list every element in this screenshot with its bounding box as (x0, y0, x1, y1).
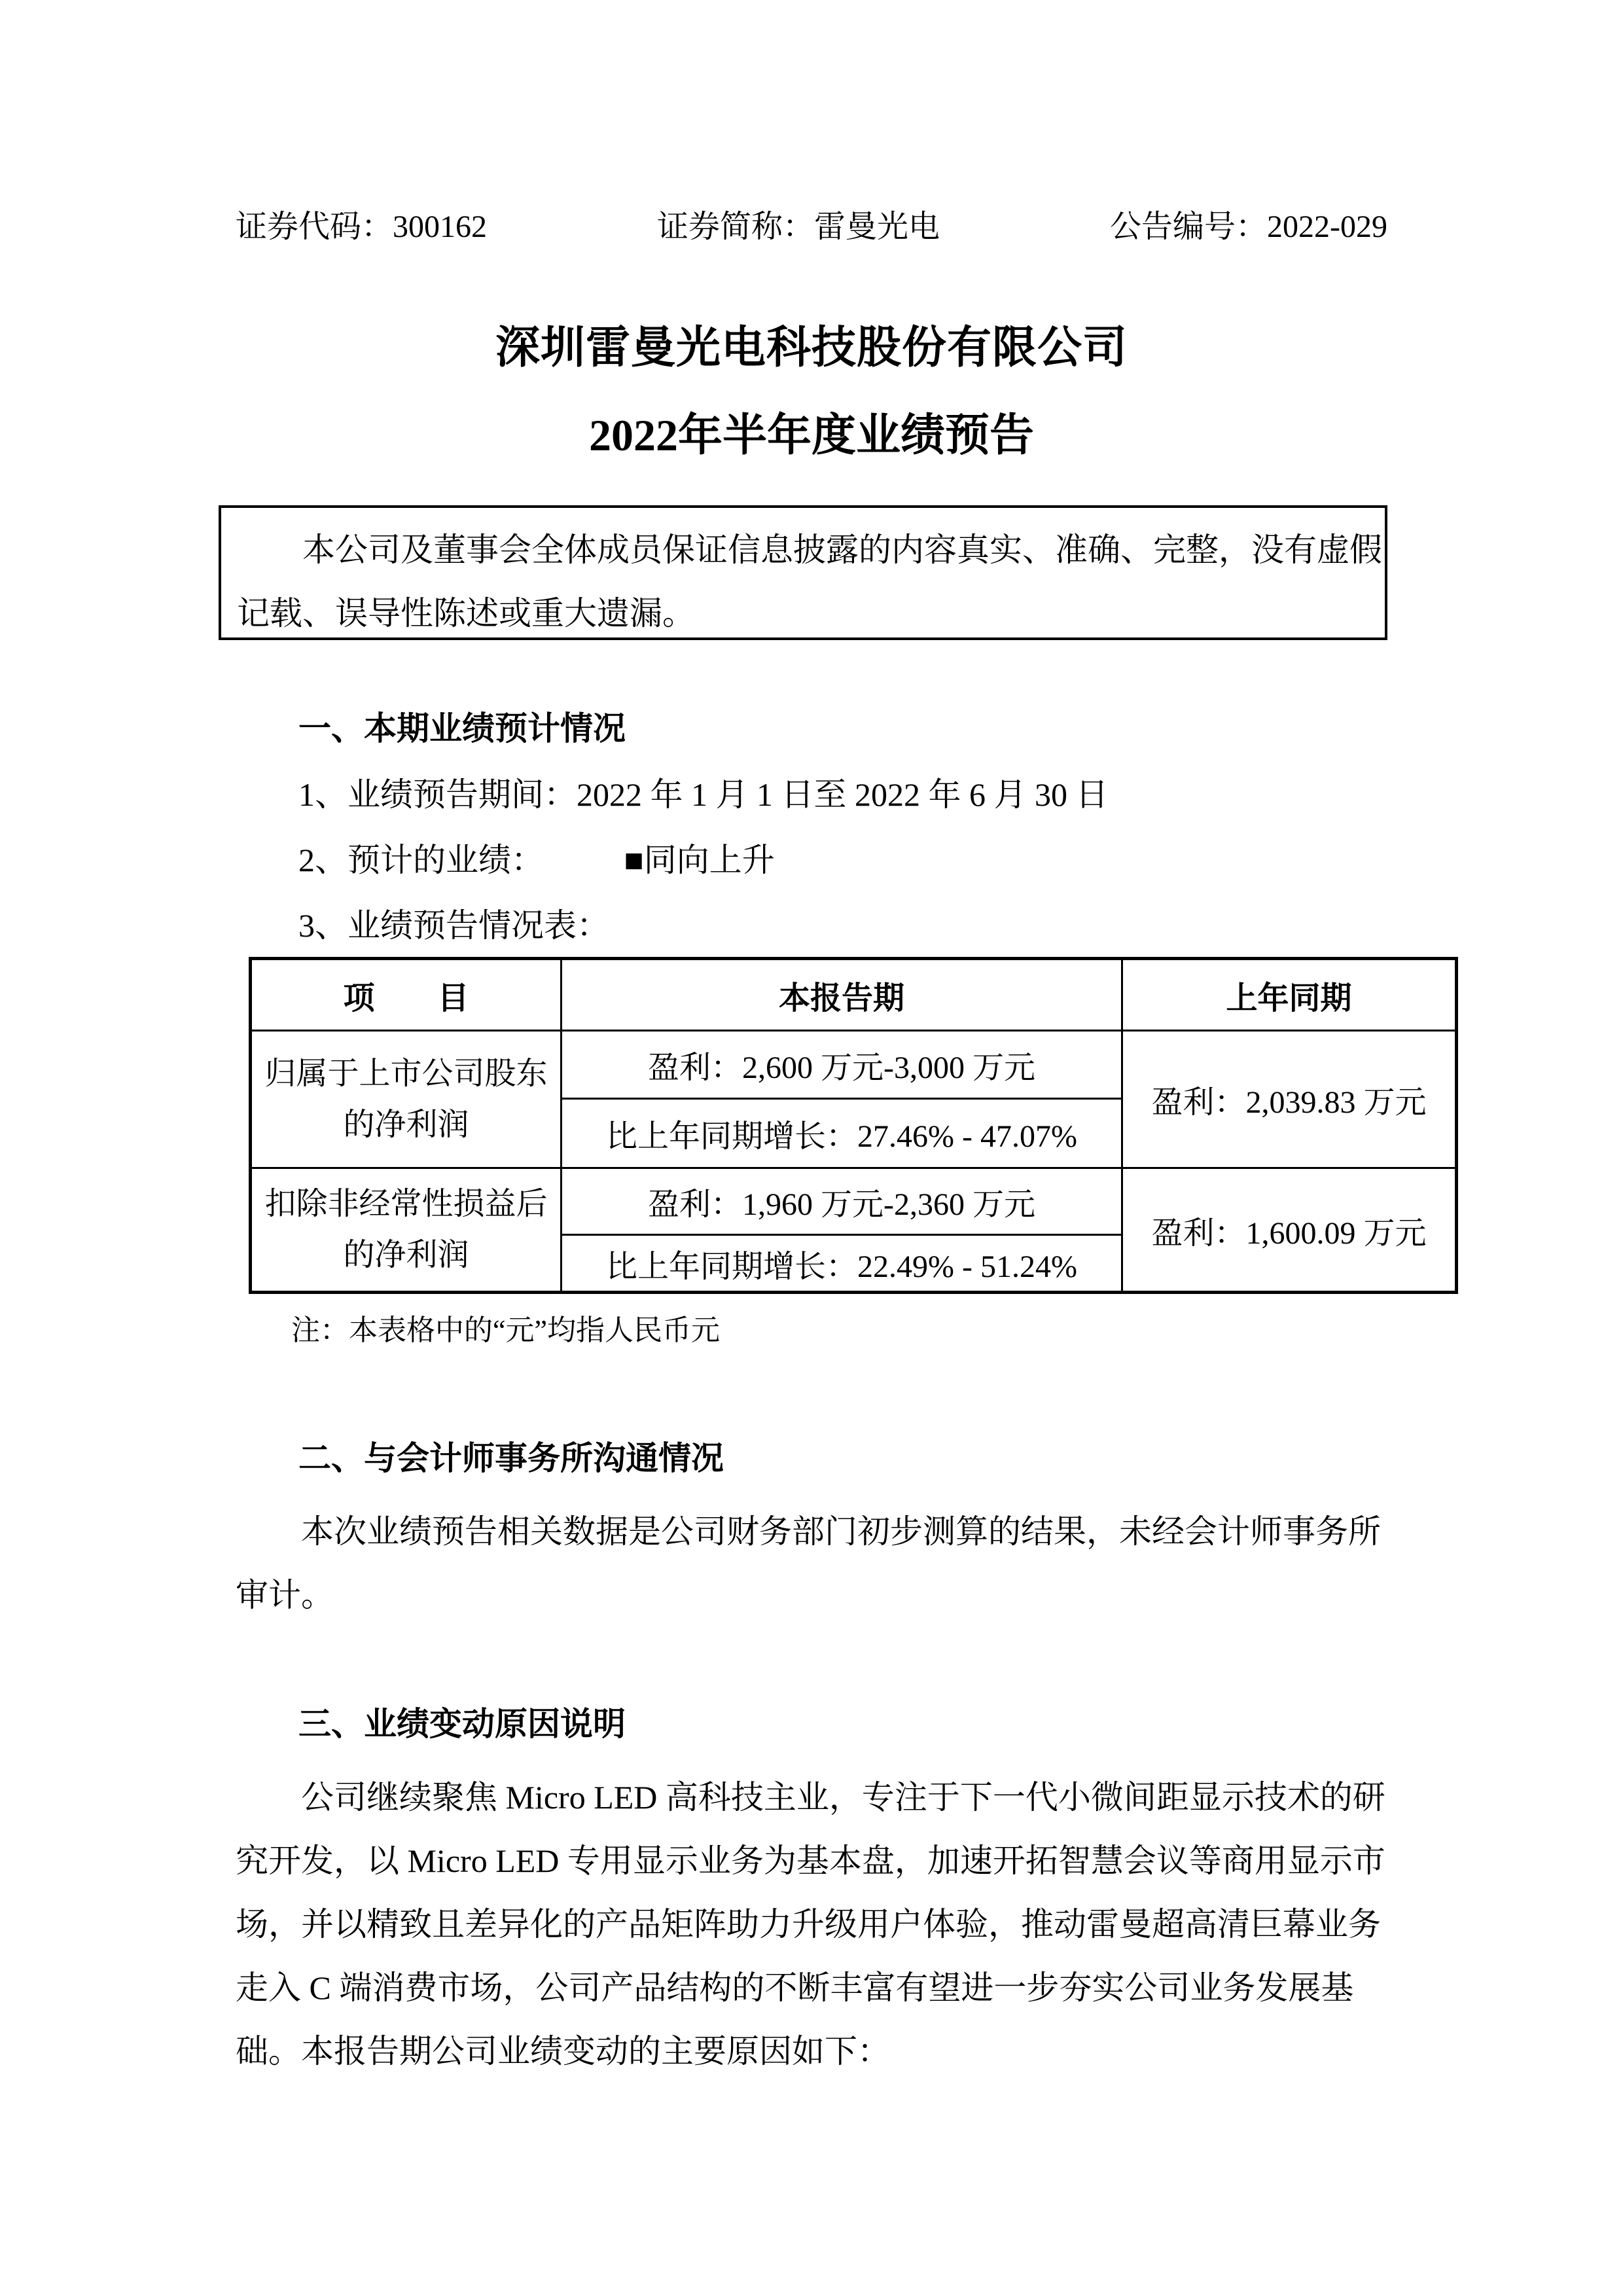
row2-growth-cell: 比上年同期增长：22.49% - 51.24% (562, 1235, 1122, 1293)
row1-prior-cell: 盈利：2,039.83 万元 (1122, 1031, 1457, 1168)
securities-info-row (236, 209, 1387, 245)
forecast-direction-value: ■同向上升 (624, 842, 775, 878)
row1-item-cell: 归属于上市公司股东的净利润 (251, 1031, 562, 1168)
stock-code: 证券代码：300162 (236, 209, 488, 244)
section-three-heading: 三、业绩变动原因说明 (298, 1706, 626, 1742)
report-subtitle: 2022年半年度业绩预告 (588, 410, 1034, 460)
paragraph-line: 审计。 (236, 1577, 334, 1613)
performance-table (249, 957, 1458, 1294)
announcement-number: 公告编号：2022-029 (1110, 209, 1387, 244)
paragraph-line: 究开发，以 Micro LED 专用显示业务为基本盘，加速开拓智慧会议等商用显示市 (236, 1842, 1385, 1879)
row2-prior-cell: 盈利：1,600.09 万元 (1122, 1168, 1457, 1293)
col-header-item: 项 目 (251, 959, 562, 1031)
paragraph-line: 公司继续聚焦 Micro LED 高科技主业，专注于下一代小微间距显示技术的研 (301, 1779, 1385, 1816)
section-two-heading: 二、与会计师事务所沟通情况 (298, 1440, 724, 1477)
company-title: 深圳雷曼光电科技股份有限公司 (495, 323, 1128, 372)
col-header-current-period: 本报告期 (562, 959, 1122, 1031)
table-note: 注：本表格中的“元”均指人民币元 (291, 1314, 721, 1346)
forecast-period-item: 1、业绩预告期间：2022 年 1 月 1 日至 2022 年 6 月 30 日 (298, 776, 1109, 813)
col-header-prior-period: 上年同期 (1122, 959, 1457, 1031)
table-header-row (251, 959, 1457, 1031)
performance-table-wrap (249, 957, 1458, 1294)
row2-profit-cell: 盈利：1,960 万元-2,360 万元 (562, 1168, 1122, 1235)
table-row (251, 1168, 1457, 1235)
paragraph-line: 础。本报告期公司业绩变动的主要原因如下： (236, 2033, 890, 2070)
paragraph-line: 走入 C 端消费市场，公司产品结构的不断丰富有望进一步夯实公司业务发展基 (236, 1969, 1354, 2006)
row1-growth-cell: 比上年同期增长：27.46% - 47.07% (562, 1099, 1122, 1168)
paragraph-line: 场，并以精致且差异化的产品矩阵助力升级用户体验，推动雷曼超高清巨幕业务 (236, 1906, 1381, 1943)
section-three-paragraph (236, 1766, 1390, 2083)
disclaimer-line: 记载、误导性陈述或重大遗漏。 (237, 595, 695, 632)
forecast-direction-label: 2、预计的业绩： (298, 842, 544, 878)
disclaimer-box (219, 505, 1387, 640)
section-two-paragraph (236, 1500, 1390, 1627)
disclaimer-line: 本公司及董事会全体成员保证信息披露的内容真实、准确、完整，没有虚假 (302, 531, 1382, 568)
paragraph-line: 本次业绩预告相关数据是公司财务部门初步测算的结果，未经会计师事务所 (301, 1513, 1381, 1550)
forecast-table-item: 3、业绩预告情况表： (298, 907, 609, 944)
stock-abbr: 证券简称：雷曼光电 (657, 209, 940, 244)
row1-profit-cell: 盈利：2,600 万元-3,000 万元 (562, 1031, 1122, 1099)
table-row (251, 1031, 1457, 1099)
row2-item-cell: 扣除非经常性损益后的净利润 (251, 1168, 562, 1293)
forecast-direction-item (298, 842, 775, 878)
section-one-heading: 一、本期业绩预计情况 (298, 710, 626, 747)
